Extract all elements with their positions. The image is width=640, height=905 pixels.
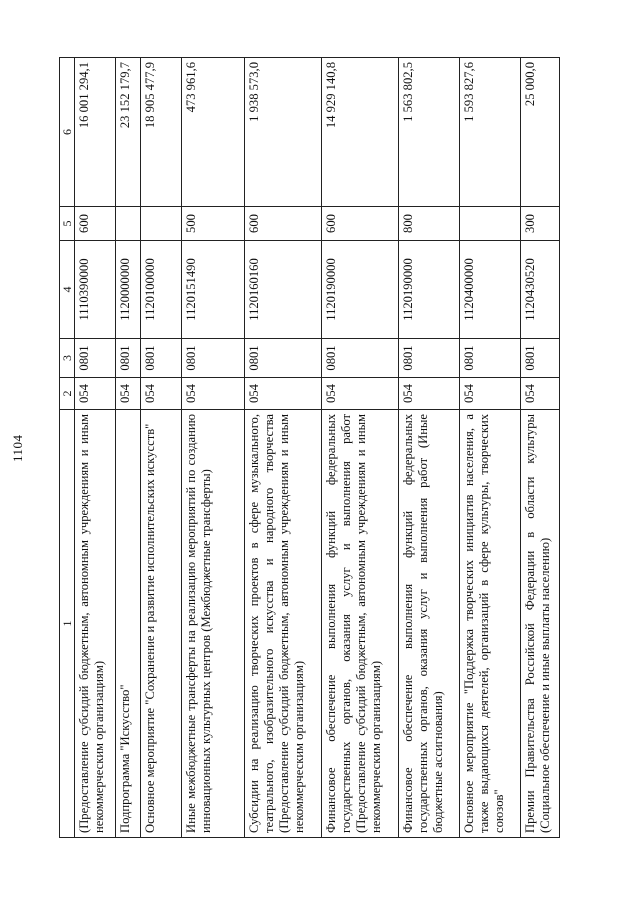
- row-code: 054: [141, 378, 182, 410]
- row-expense-type: 600: [75, 207, 116, 241]
- table-row: [116, 58, 141, 838]
- row-amount: 18 905 477,9: [141, 58, 182, 207]
- table-row: [521, 58, 560, 838]
- row-section: 0801: [399, 339, 460, 378]
- table-header-row: [60, 58, 75, 838]
- table-row: [460, 58, 521, 838]
- row-amount: 473 961,6: [182, 58, 245, 207]
- row-amount: 16 001 294,1: [75, 58, 116, 207]
- row-section: 0801: [75, 339, 116, 378]
- row-target: 1120430520: [521, 241, 560, 339]
- row-name: Премии Правительства Российской Федерации в области культуры (Социальное обеспечение и иные выплаты населению): [521, 410, 560, 838]
- column-header-target: 4: [60, 241, 75, 339]
- column-header-name: 1: [60, 410, 75, 838]
- row-target: 1120000000: [116, 241, 141, 339]
- table-row: [399, 58, 460, 838]
- row-target: 1110390000: [75, 241, 116, 339]
- row-code: 054: [521, 378, 560, 410]
- row-amount: 23 152 179,7: [116, 58, 141, 207]
- row-code: 054: [182, 378, 245, 410]
- row-target: 1120400000: [460, 241, 521, 339]
- row-name: (Предоставление субсидий бюджетным, автономным учреждениям и иным некоммерческим организациям): [75, 410, 116, 838]
- row-expense-type: 800: [399, 207, 460, 241]
- row-section: 0801: [245, 339, 322, 378]
- row-section: 0801: [521, 339, 560, 378]
- row-expense-type: 600: [245, 207, 322, 241]
- row-section: 0801: [460, 339, 521, 378]
- row-code: 054: [116, 378, 141, 410]
- row-target: 1120151490: [182, 241, 245, 339]
- table-row: [182, 58, 245, 838]
- table-row: [141, 58, 182, 838]
- row-code: 054: [322, 378, 399, 410]
- row-code: 054: [245, 378, 322, 410]
- row-name: Субсидии на реализацию творческих проектов в сфере музыкального, театрального, изобразительного искусства и народного творчества (Предоставление субсидий бюджетным, автономным учреждениям и иным некоммерческим организациям): [245, 410, 322, 838]
- table-row: [245, 58, 322, 838]
- column-header-expense-type: 5: [60, 207, 75, 241]
- row-code: 054: [75, 378, 116, 410]
- row-name: Финансовое обеспечение выполнения функций федеральных государственных органов, оказания услуг и выполнения работ (Предоставление субсидий бюджетным, автономным учреждениям и иным некоммерческим организациям): [322, 410, 399, 838]
- rotated-page-content: [59, 58, 581, 838]
- row-code: 054: [399, 378, 460, 410]
- row-expense-type: [141, 207, 182, 241]
- row-expense-type: 300: [521, 207, 560, 241]
- row-expense-type: [460, 207, 521, 241]
- row-expense-type: 500: [182, 207, 245, 241]
- row-name: Иные межбюджетные трансферты на реализацию мероприятий по созданию инновационных культурных центров (Межбюджетные трансферты): [182, 410, 245, 838]
- row-section: 0801: [116, 339, 141, 378]
- row-name: Подпрограмма "Искусство": [116, 410, 141, 838]
- table-row: [75, 58, 116, 838]
- row-target: 1120160160: [245, 241, 322, 339]
- row-name: Основное мероприятие "Сохранение и развитие исполнительских искусств": [141, 410, 182, 838]
- column-header-section: 3: [60, 339, 75, 378]
- row-name: Финансовое обеспечение выполнения функций федеральных государственных органов, оказания услуг и выполнения работ (Иные бюджетные ассигнования): [399, 410, 460, 838]
- row-target: 1120190000: [399, 241, 460, 339]
- column-header-amount: 6: [60, 58, 75, 207]
- row-target: 1120100000: [141, 241, 182, 339]
- row-expense-type: 600: [322, 207, 399, 241]
- page-number: 1104: [10, 434, 25, 462]
- table-row: [322, 58, 399, 838]
- row-name: Основное мероприятие "Поддержка творческих инициатив населения, а также выдающихся деятелей, организаций в сфере культуры, творческих союзов": [460, 410, 521, 838]
- row-amount: 1 593 827,6: [460, 58, 521, 207]
- row-section: 0801: [182, 339, 245, 378]
- row-expense-type: [116, 207, 141, 241]
- row-amount: 25 000,0: [521, 58, 560, 207]
- row-target: 1120190000: [322, 241, 399, 339]
- row-amount: 1 938 573,0: [245, 58, 322, 207]
- row-amount: 1 563 802,5: [399, 58, 460, 207]
- column-header-code: 2: [60, 378, 75, 410]
- row-code: 054: [460, 378, 521, 410]
- row-section: 0801: [141, 339, 182, 378]
- row-section: 0801: [322, 339, 399, 378]
- budget-table: [59, 57, 560, 838]
- row-amount: 14 929 140,8: [322, 58, 399, 207]
